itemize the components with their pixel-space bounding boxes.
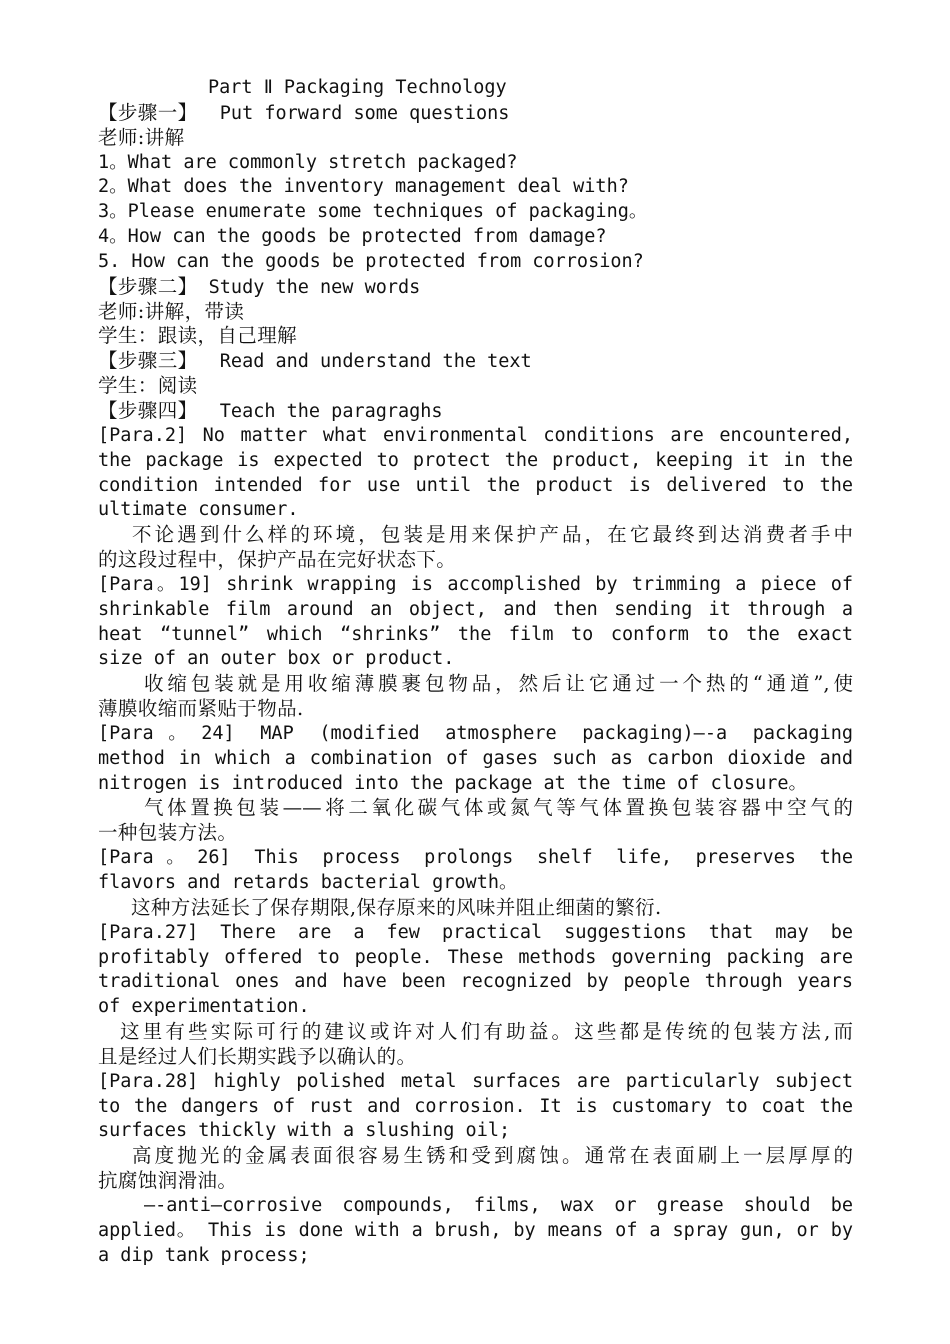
step-4-label: 【步骤四】 bbox=[98, 398, 198, 422]
para-24-line-3: nitrogen is introduced into the package at the time of closure。 bbox=[98, 772, 808, 794]
para-28-translation-1: 高度抛光的金属表面很容易生锈和受到腐蚀。通常在表面刷上一层厚厚的 bbox=[132, 1144, 853, 1168]
para-19-line-4: size of an outer box or product. bbox=[98, 648, 455, 670]
para-19-translation-2: 薄膜收缩而紧贴于物品. bbox=[98, 697, 304, 721]
para-24-translation-2: 一种包装方法。 bbox=[98, 821, 238, 845]
step-1-label: 【步骤一】 bbox=[98, 100, 198, 124]
step-2-text: Study the new words bbox=[208, 276, 421, 298]
document-page bbox=[98, 76, 853, 1269]
teacher-note-2: 老师:讲解，带读 bbox=[98, 299, 245, 323]
para-2-line-1: [Para.2] No matter what environmental conditions are encountered, bbox=[98, 424, 853, 446]
question-4: 4。How can the goods be protected from damage? bbox=[98, 226, 607, 248]
step-1-text: Put forward some questions bbox=[219, 102, 510, 124]
para-27-translation-2: 且是经过人们长期实践予以确认的。 bbox=[98, 1044, 417, 1068]
step-3-label: 【步骤三】 bbox=[98, 349, 198, 373]
para-2-line-2: the package is expected to protect the product, keeping it in the bbox=[98, 449, 853, 471]
para-27-translation-1: 这里有些实际可行的建议或许对人们有助益。这些都是传统的包装方法,而 bbox=[120, 1020, 853, 1044]
para-28-translation-2: 抗腐蚀润滑油。 bbox=[98, 1169, 238, 1193]
para-19-translation-1: 收缩包装就是用收缩薄膜裹包物品，然后让它通过一个热的“通道”,使 bbox=[144, 672, 853, 696]
page-title: Part Ⅱ Packaging Technology bbox=[208, 77, 507, 98]
para-28b-line-3: a dip tank process; bbox=[98, 1244, 310, 1266]
para-24-line-2: method in which a combination of gases such as carbon dioxide and bbox=[98, 747, 853, 769]
step-1 bbox=[98, 101, 853, 126]
step-3-text: Read and understand the text bbox=[219, 351, 532, 373]
para-19-line-1: [Para。19] shrink wrapping is accomplished by trimming a piece of bbox=[98, 573, 853, 595]
para-2-line-3: condition intended for use until the product is delivered to the bbox=[98, 474, 853, 496]
para-2-translation-1: 不论遇到什么样的环境，包装是用来保护产品，在它最终到达消费者手中 bbox=[132, 523, 853, 547]
question-5: 5. How can the goods be protected from corrosion? bbox=[98, 250, 644, 272]
para-27-line-1: [Para.27] There are a few practical suggestions that may be bbox=[98, 921, 853, 943]
para-27-line-3: traditional ones and have been recognized by people through years bbox=[98, 971, 853, 993]
para-2-translation-2: 的这段过程中，保护产品在完好状态下。 bbox=[98, 548, 457, 572]
student-note-2: 学生：跟读，自己理解 bbox=[98, 324, 298, 348]
para-26-line-1: [Para。26] This process prolongs shelf life, preserves the bbox=[98, 847, 853, 869]
para-24-line-1: [Para。24] MAP (modified atmosphere packaging)—-a packaging bbox=[98, 722, 853, 744]
para-2-line-4: ultimate consumer. bbox=[98, 499, 299, 521]
para-24-translation-1: 气体置换包装——将二氧化碳气体或氮气等气体置换包装容器中空气的 bbox=[144, 796, 853, 820]
question-2: 2。What does the inventory management deal with? bbox=[98, 176, 629, 198]
para-27-line-4: of experimentation. bbox=[98, 996, 310, 1018]
para-28-line-3: surfaces thickly with a slushing oil; bbox=[98, 1120, 511, 1142]
para-19-line-2: shrinkable film around an object, and then sending it through a bbox=[98, 598, 853, 620]
question-1: 1。What are commonly stretch packaged? bbox=[98, 151, 518, 173]
para-26-translation-1: 这种方法延长了保存期限,保存原来的风味并阻止细菌的繁衍. bbox=[131, 895, 662, 919]
para-27-line-2: profitably offered to people. These methods governing packing are bbox=[98, 946, 853, 968]
para-28b-line-1: —-anti—corrosive compounds, films, wax or grease should be bbox=[144, 1194, 853, 1216]
step-2-label: 【步骤二】 bbox=[98, 274, 198, 298]
question-3: 3。Please enumerate some techniques of packaging。 bbox=[98, 201, 648, 223]
teacher-note-1: 老师:讲解 bbox=[98, 125, 185, 149]
para-28-line-1: [Para.28] highly polished metal surfaces are particularly subject bbox=[98, 1070, 853, 1092]
step-3 bbox=[98, 349, 853, 374]
para-26-line-2: flavors and retards bacterial growth。 bbox=[98, 872, 518, 893]
step-2 bbox=[98, 275, 853, 300]
student-note-3: 学生：阅读 bbox=[98, 374, 198, 398]
step-4 bbox=[98, 399, 853, 424]
para-28-line-2: to the dangers of rust and corrosion. It is customary to coat the bbox=[98, 1095, 853, 1117]
para-19-line-3: heat “tunnel” which “shrinks” the film to conform to the exact bbox=[98, 623, 853, 645]
step-4-text: Teach the paragraghs bbox=[219, 400, 443, 422]
para-28b-line-2: applied。 This is done with a brush, by means of a spray gun, or by bbox=[98, 1219, 853, 1241]
